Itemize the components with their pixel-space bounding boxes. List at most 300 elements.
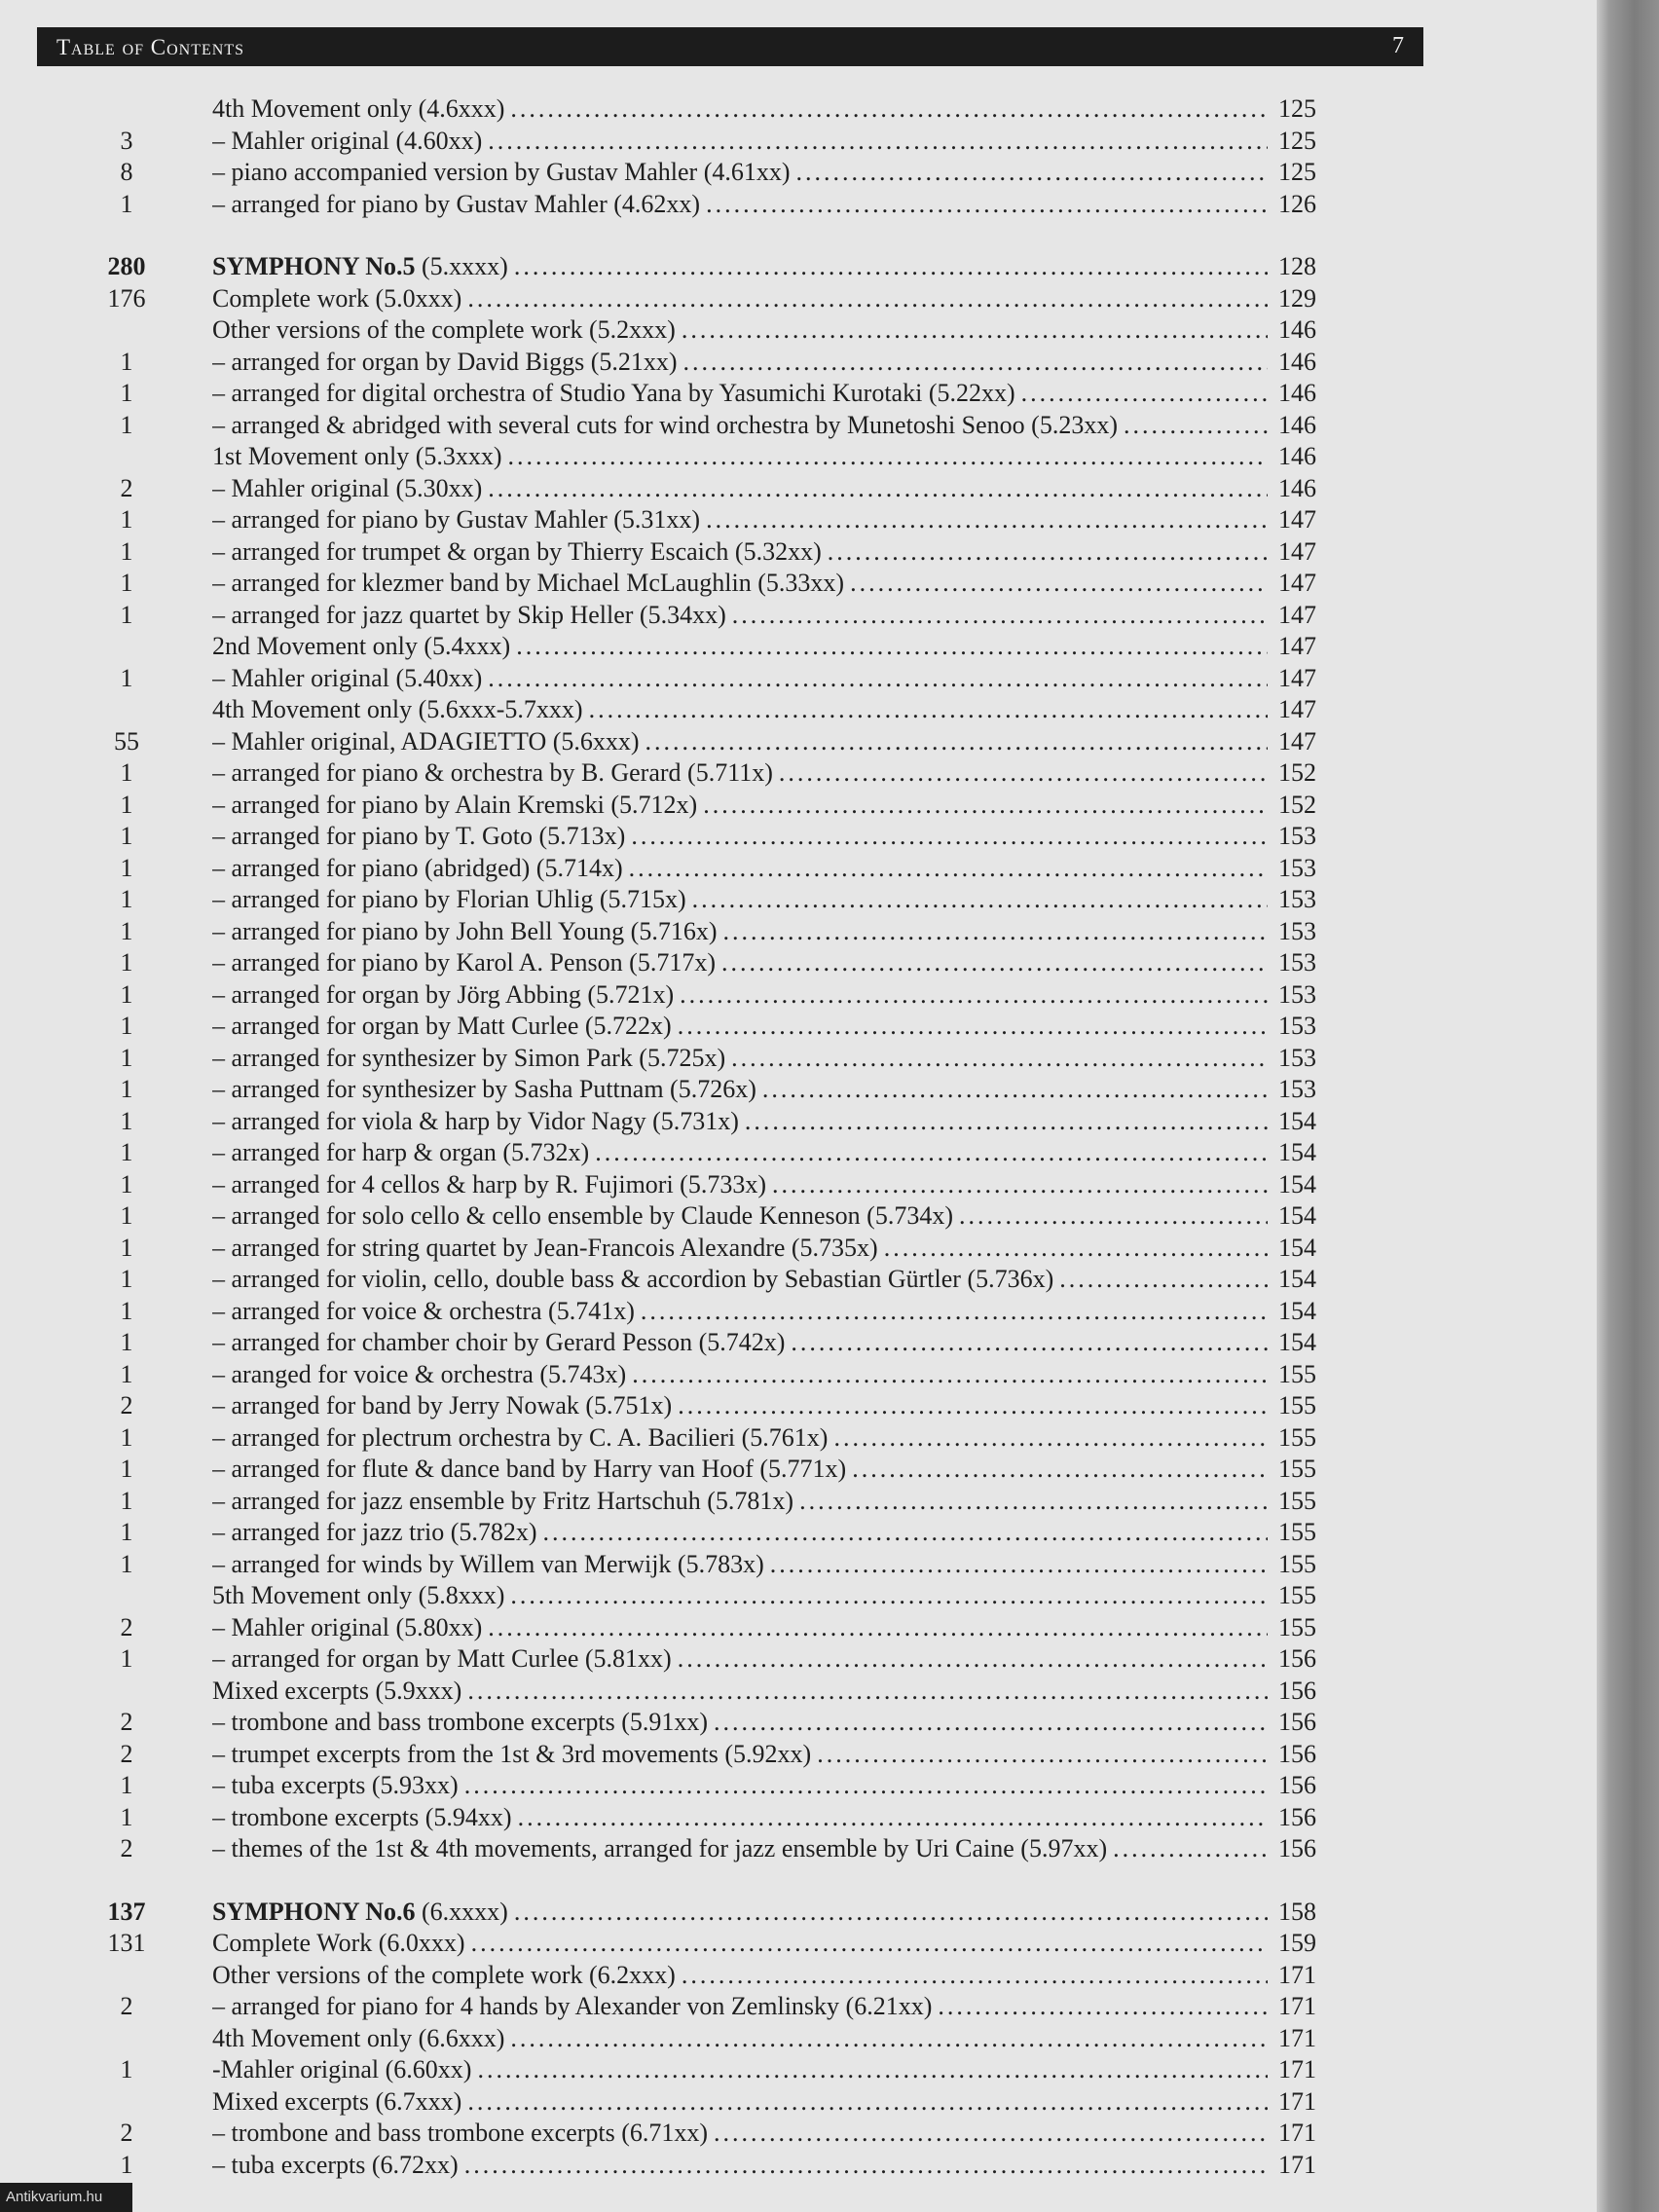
toc-entry bbox=[212, 1011, 1312, 1043]
dot-leader bbox=[583, 694, 1312, 726]
entry-page-number: 155 bbox=[1268, 1359, 1316, 1391]
dot-leader bbox=[640, 726, 1312, 758]
entry-label: – arranged for jazz trio (5.782x) bbox=[212, 1518, 537, 1546]
toc-entry bbox=[212, 1960, 1312, 1992]
dot-leader bbox=[716, 947, 1312, 979]
recording-count: 1 bbox=[120, 1802, 133, 1831]
recording-count: 1 bbox=[120, 1422, 133, 1452]
dot-leader bbox=[502, 441, 1312, 473]
entry-page-number: 153 bbox=[1268, 1043, 1316, 1075]
entry-page-number: 171 bbox=[1268, 2054, 1316, 2086]
dot-leader bbox=[465, 1928, 1312, 1960]
entry-label: – trombone excerpts (5.94xx) bbox=[212, 1802, 512, 1831]
entry-label: – Mahler original (5.40xx) bbox=[212, 663, 483, 692]
dot-leader bbox=[953, 1200, 1312, 1233]
dot-leader bbox=[822, 536, 1312, 569]
entry-page-number: 156 bbox=[1268, 1676, 1316, 1708]
entry-page-number: 146 bbox=[1268, 410, 1316, 442]
recording-count: 1 bbox=[120, 1138, 133, 1166]
entry-label: – arranged for synthesizer by Sasha Puttnam (5.726x) bbox=[212, 1075, 756, 1103]
dot-leader bbox=[791, 157, 1312, 189]
recording-count: 2 bbox=[120, 1739, 133, 1768]
dot-leader bbox=[708, 1707, 1312, 1739]
recording-count: 1 bbox=[120, 758, 133, 787]
entry-page-number: 155 bbox=[1268, 1454, 1316, 1486]
entry-page-number: 153 bbox=[1268, 947, 1316, 979]
toc-row bbox=[0, 1296, 1597, 1328]
toc-row bbox=[0, 410, 1597, 442]
entry-label: SYMPHONY No.6 bbox=[212, 1897, 416, 1926]
toc-row bbox=[0, 1137, 1597, 1169]
entry-label: – Mahler original (4.60xx) bbox=[212, 126, 483, 155]
dot-leader bbox=[623, 853, 1312, 885]
toc-entry bbox=[212, 1517, 1312, 1549]
toc-row bbox=[0, 1327, 1597, 1359]
dot-leader bbox=[708, 2118, 1312, 2150]
dot-leader bbox=[504, 2023, 1312, 2055]
entry-page-number: 171 bbox=[1268, 1960, 1316, 1992]
entry-page-number: 147 bbox=[1268, 694, 1316, 726]
toc-row bbox=[0, 1454, 1597, 1486]
entry-page-number: 147 bbox=[1268, 600, 1316, 632]
recording-count: 1 bbox=[120, 1328, 133, 1356]
entry-label: – arranged for piano by Alain Kremski (5.712x) bbox=[212, 790, 698, 819]
toc-row bbox=[0, 726, 1597, 758]
page-header bbox=[37, 27, 1423, 66]
toc-entry bbox=[212, 821, 1312, 853]
entry-page-number: 147 bbox=[1268, 663, 1316, 695]
toc-row bbox=[0, 1486, 1597, 1518]
entry-label: – arranged for organ by Matt Curlee (5.722x) bbox=[212, 1012, 672, 1040]
entry-label: – arranged for piano (abridged) (5.714x) bbox=[212, 853, 623, 882]
dot-leader bbox=[676, 314, 1312, 347]
recording-count: 1 bbox=[120, 663, 133, 692]
toc-entry bbox=[212, 93, 1312, 126]
toc-entry bbox=[212, 1833, 1312, 1865]
toc-entry bbox=[212, 916, 1312, 948]
toc-entry bbox=[212, 1454, 1312, 1486]
entry-code: (6.xxxx) bbox=[415, 1897, 508, 1926]
dot-leader bbox=[537, 1517, 1312, 1549]
toc-entry bbox=[212, 1770, 1312, 1802]
recording-count: 8 bbox=[120, 158, 133, 186]
recording-count: 2 bbox=[120, 1391, 133, 1419]
toc-row bbox=[0, 1264, 1597, 1296]
entry-page-number: 171 bbox=[1268, 2086, 1316, 2119]
toc-entry bbox=[212, 1200, 1312, 1233]
entry-label: – arranged for voice & orchestra (5.741x) bbox=[212, 1296, 635, 1325]
dot-leader bbox=[508, 251, 1312, 283]
entry-label: – tuba excerpts (6.72xx) bbox=[212, 2150, 459, 2179]
toc-entry bbox=[212, 979, 1312, 1012]
header-title: Table of Contents bbox=[56, 35, 244, 59]
recording-count: 1 bbox=[120, 347, 133, 376]
toc-entry bbox=[212, 126, 1312, 158]
toc-row bbox=[0, 2150, 1597, 2182]
toc-row bbox=[0, 853, 1597, 885]
toc-entry bbox=[212, 2118, 1312, 2150]
entry-label: – tuba excerpts (5.93xx) bbox=[212, 1771, 459, 1799]
toc-row bbox=[0, 1643, 1597, 1676]
table-of-contents bbox=[0, 93, 1597, 2181]
entry-page-number: 153 bbox=[1268, 1011, 1316, 1043]
recording-count: 2 bbox=[120, 1992, 133, 2020]
recording-count: 1 bbox=[120, 505, 133, 534]
toc-row bbox=[0, 1833, 1597, 1865]
toc-entry bbox=[212, 1549, 1312, 1581]
entry-page-number: 156 bbox=[1268, 1802, 1316, 1834]
entry-code: (5.xxxx) bbox=[415, 252, 508, 280]
toc-entry bbox=[212, 378, 1312, 410]
toc-entry bbox=[212, 568, 1312, 600]
toc-row bbox=[0, 1802, 1597, 1834]
dot-leader bbox=[739, 1106, 1312, 1138]
recording-count: 1 bbox=[120, 536, 133, 566]
toc-entry bbox=[212, 726, 1312, 758]
dot-leader bbox=[459, 1770, 1312, 1802]
entry-label: – Mahler original (5.30xx) bbox=[212, 473, 483, 502]
entry-label: – Mahler original (5.80xx) bbox=[212, 1612, 483, 1641]
recording-count: 176 bbox=[107, 283, 146, 313]
dot-leader bbox=[672, 1011, 1312, 1043]
dot-leader bbox=[846, 1454, 1312, 1486]
toc-section-row bbox=[0, 1897, 1597, 1929]
entry-page-number: 154 bbox=[1268, 1200, 1316, 1233]
toc-entry bbox=[212, 2086, 1312, 2119]
toc-row bbox=[0, 979, 1597, 1012]
toc-entry bbox=[212, 441, 1312, 473]
entry-label: – arranged for flute & dance band by Harry van Hoof (5.771x) bbox=[212, 1455, 847, 1483]
recording-count: 1 bbox=[120, 1518, 133, 1546]
entry-label: Other versions of the complete work (6.2xxx) bbox=[212, 1960, 676, 1989]
entry-page-number: 155 bbox=[1268, 1612, 1316, 1644]
toc-section-row bbox=[0, 251, 1597, 283]
dot-leader bbox=[461, 2086, 1312, 2119]
entry-page-number: 154 bbox=[1268, 1264, 1316, 1296]
entry-label: – arranged for jazz quartet by Skip Heller (5.34xx) bbox=[212, 600, 726, 629]
dot-leader bbox=[482, 473, 1312, 505]
toc-entry bbox=[212, 884, 1312, 916]
recording-count: 55 bbox=[114, 726, 139, 756]
dot-leader bbox=[482, 663, 1312, 695]
recording-count: 1 bbox=[120, 948, 133, 977]
dot-leader bbox=[672, 1643, 1312, 1676]
toc-row bbox=[0, 947, 1597, 979]
toc-entry bbox=[212, 853, 1312, 885]
entry-page-number: 154 bbox=[1268, 1233, 1316, 1265]
toc-row bbox=[0, 568, 1597, 600]
entry-page-number: 171 bbox=[1268, 1991, 1316, 2023]
entry-page-number: 147 bbox=[1268, 631, 1316, 663]
toc-entry bbox=[212, 631, 1312, 663]
entry-page-number: 153 bbox=[1268, 916, 1316, 948]
entry-label: – trumpet excerpts from the 1st & 3rd movements (5.92xx) bbox=[212, 1739, 812, 1768]
entry-page-number: 159 bbox=[1268, 1928, 1316, 1960]
entry-label: – arranged for piano & orchestra by B. Gerard (5.711x) bbox=[212, 758, 773, 787]
dot-leader bbox=[482, 1612, 1312, 1644]
entry-page-number: 155 bbox=[1268, 1422, 1316, 1455]
entry-label: – arranged for klezmer band by Michael McLaughlin (5.33xx) bbox=[212, 569, 845, 597]
entry-label: – arranged for trumpet & organ by Thierry Escaich (5.32xx) bbox=[212, 536, 822, 566]
toc-row bbox=[0, 1011, 1597, 1043]
toc-entry bbox=[212, 1612, 1312, 1644]
entry-page-number: 147 bbox=[1268, 568, 1316, 600]
toc-row bbox=[0, 600, 1597, 632]
entry-label: – arranged for jazz ensemble by Fritz Hartschuh (5.781x) bbox=[212, 1486, 794, 1515]
dot-leader bbox=[785, 1327, 1312, 1359]
toc-row bbox=[0, 189, 1597, 221]
entry-label: Other versions of the complete work (5.2xxx) bbox=[212, 315, 676, 344]
recording-count: 1 bbox=[120, 1359, 133, 1388]
entry-page-number: 129 bbox=[1268, 283, 1316, 315]
entry-label: SYMPHONY No.5 bbox=[212, 252, 416, 280]
toc-entry bbox=[212, 410, 1312, 442]
toc-entry bbox=[212, 347, 1312, 379]
dot-leader bbox=[625, 821, 1312, 853]
entry-label: 4th Movement only (4.6xxx) bbox=[212, 94, 505, 123]
toc-entry bbox=[212, 1106, 1312, 1138]
recording-count: 280 bbox=[107, 252, 146, 280]
recording-count: 1 bbox=[120, 600, 133, 629]
recording-count: 1 bbox=[120, 1265, 133, 1293]
recording-count: 1 bbox=[120, 1549, 133, 1578]
entry-page-number: 156 bbox=[1268, 1770, 1316, 1802]
entry-label: – arranged for band by Jerry Nowak (5.751x) bbox=[212, 1391, 673, 1419]
toc-entry bbox=[212, 1359, 1312, 1391]
toc-row bbox=[0, 790, 1597, 822]
dot-leader bbox=[773, 757, 1312, 790]
entry-page-number: 153 bbox=[1268, 979, 1316, 1012]
dot-leader bbox=[764, 1549, 1312, 1581]
entry-label: 1st Movement only (5.3xxx) bbox=[212, 442, 502, 470]
entry-page-number: 154 bbox=[1268, 1296, 1316, 1328]
entry-page-number: 153 bbox=[1268, 1074, 1316, 1106]
entry-label: Mixed excerpts (5.9xxx) bbox=[212, 1676, 462, 1705]
recording-count: 1 bbox=[120, 1455, 133, 1483]
recording-count: 1 bbox=[120, 1296, 133, 1325]
dot-leader bbox=[766, 1169, 1312, 1201]
dot-leader bbox=[504, 1580, 1312, 1612]
toc-row bbox=[0, 1517, 1597, 1549]
recording-count: 1 bbox=[120, 1075, 133, 1103]
toc-entry bbox=[212, 251, 1312, 283]
dot-leader bbox=[700, 189, 1312, 221]
page-edge bbox=[1597, 0, 1659, 2212]
toc-entry bbox=[212, 157, 1312, 189]
toc-row bbox=[0, 1770, 1597, 1802]
entry-label: – arranged for harp & organ (5.732x) bbox=[212, 1138, 590, 1166]
entry-page-number: 155 bbox=[1268, 1580, 1316, 1612]
dot-leader bbox=[508, 1897, 1312, 1929]
entry-label: 5th Movement only (5.8xxx) bbox=[212, 1581, 505, 1609]
entry-label: – arranged for string quartet by Jean-Francois Alexandre (5.735x) bbox=[212, 1233, 878, 1262]
entry-page-number: 171 bbox=[1268, 2023, 1316, 2055]
entry-label: Mixed excerpts (6.7xxx) bbox=[212, 2086, 462, 2116]
toc-entry bbox=[212, 663, 1312, 695]
toc-row bbox=[0, 1169, 1597, 1201]
toc-row bbox=[0, 2086, 1597, 2119]
toc-row bbox=[0, 2118, 1597, 2150]
dot-leader bbox=[482, 126, 1312, 158]
entry-label: – piano accompanied version by Gustav Mahler (4.61xx) bbox=[212, 158, 791, 186]
dot-leader bbox=[510, 631, 1312, 663]
toc-entry bbox=[212, 283, 1312, 315]
recording-count: 1 bbox=[120, 790, 133, 819]
dot-leader bbox=[697, 790, 1312, 822]
recording-count: 1 bbox=[120, 1169, 133, 1198]
entry-page-number: 154 bbox=[1268, 1169, 1316, 1201]
toc-row bbox=[0, 1707, 1597, 1739]
toc-row bbox=[0, 2023, 1597, 2055]
entry-page-number: 156 bbox=[1268, 1707, 1316, 1739]
recording-count: 1 bbox=[120, 379, 133, 407]
toc-entry bbox=[212, 1739, 1312, 1771]
entry-label: 4th Movement only (6.6xxx) bbox=[212, 2023, 505, 2052]
entry-label: – trombone and bass trombone excerpts (5.91xx) bbox=[212, 1708, 709, 1736]
entry-label: – trombone and bass trombone excerpts (6.71xx) bbox=[212, 2119, 709, 2147]
entry-page-number: 125 bbox=[1268, 157, 1316, 189]
dot-leader bbox=[932, 1991, 1312, 2023]
entry-page-number: 153 bbox=[1268, 853, 1316, 885]
recording-count: 1 bbox=[120, 1201, 133, 1230]
recording-count: 2 bbox=[120, 2119, 133, 2147]
dot-leader bbox=[635, 1296, 1312, 1328]
toc-entry bbox=[212, 1486, 1312, 1518]
recording-count: 1 bbox=[120, 2150, 133, 2179]
dot-leader bbox=[700, 504, 1312, 536]
toc-row bbox=[0, 2054, 1597, 2086]
recording-count: 131 bbox=[107, 1929, 146, 1957]
toc-row bbox=[0, 884, 1597, 916]
toc-entry bbox=[212, 2054, 1312, 2086]
recording-count: 1 bbox=[120, 2055, 133, 2083]
entry-label: – arranged for 4 cellos & harp by R. Fujimori (5.733x) bbox=[212, 1169, 766, 1198]
dot-leader bbox=[461, 283, 1312, 315]
toc-row bbox=[0, 1359, 1597, 1391]
entry-page-number: 125 bbox=[1268, 93, 1316, 126]
entry-label: – arranged for viola & harp by Vidor Nagy (5.731x) bbox=[212, 1106, 739, 1135]
recording-count: 3 bbox=[120, 126, 133, 155]
toc-row bbox=[0, 441, 1597, 473]
entry-page-number: 146 bbox=[1268, 347, 1316, 379]
toc-row bbox=[0, 126, 1597, 158]
entry-label: – aranged for voice & orchestra (5.743x) bbox=[212, 1359, 627, 1388]
entry-label: – arranged for piano for 4 hands by Alexander von Zemlinsky (6.21xx) bbox=[212, 1992, 933, 2020]
recording-count: 1 bbox=[120, 1106, 133, 1135]
entry-page-number: 171 bbox=[1268, 2150, 1316, 2182]
dot-leader bbox=[461, 1676, 1312, 1708]
entry-page-number: 158 bbox=[1268, 1897, 1316, 1929]
entry-label: – arranged for plectrum orchestra by C. A. Bacilieri (5.761x) bbox=[212, 1422, 829, 1452]
dot-leader bbox=[828, 1422, 1312, 1455]
dot-leader bbox=[504, 93, 1312, 126]
toc-entry bbox=[212, 1327, 1312, 1359]
toc-entry bbox=[212, 504, 1312, 536]
entry-page-number: 152 bbox=[1268, 790, 1316, 822]
toc-row bbox=[0, 916, 1597, 948]
dot-leader bbox=[676, 1960, 1312, 1992]
toc-row bbox=[0, 1422, 1597, 1455]
entry-page-number: 156 bbox=[1268, 1833, 1316, 1865]
entry-label: – arranged for solo cello & cello ensemble by Claude Kenneson (5.734x) bbox=[212, 1201, 953, 1230]
toc-row bbox=[0, 1991, 1597, 2023]
entry-label: – Mahler original, ADAGIETTO (5.6xxx) bbox=[212, 726, 640, 756]
toc-entry bbox=[212, 1643, 1312, 1676]
dot-leader bbox=[726, 600, 1312, 632]
toc-entry bbox=[212, 757, 1312, 790]
toc-entry bbox=[212, 947, 1312, 979]
entry-page-number: 152 bbox=[1268, 757, 1316, 790]
recording-count: 2 bbox=[120, 1612, 133, 1641]
entry-page-number: 147 bbox=[1268, 726, 1316, 758]
toc-row bbox=[0, 1233, 1597, 1265]
entry-label: 4th Movement only (5.6xxx-5.7xxx) bbox=[212, 695, 583, 723]
toc-row bbox=[0, 1549, 1597, 1581]
entry-label: – arranged for organ by Jörg Abbing (5.721x) bbox=[212, 979, 675, 1009]
recording-count: 1 bbox=[120, 916, 133, 945]
dot-leader bbox=[793, 1486, 1312, 1518]
toc-entry bbox=[212, 1802, 1312, 1834]
entry-page-number: 171 bbox=[1268, 2118, 1316, 2150]
recording-count: 1 bbox=[120, 979, 133, 1009]
entry-page-number: 146 bbox=[1268, 378, 1316, 410]
entry-page-number: 154 bbox=[1268, 1106, 1316, 1138]
entry-label: Complete Work (6.0xxx) bbox=[212, 1929, 465, 1957]
toc-row bbox=[0, 1200, 1597, 1233]
recording-count: 1 bbox=[120, 1644, 133, 1673]
entry-label: – themes of the 1st & 4th movements, arranged for jazz ensemble by Uri Caine (5.97xx) bbox=[212, 1834, 1108, 1862]
toc-row bbox=[0, 631, 1597, 663]
dot-leader bbox=[512, 1802, 1312, 1834]
toc-entry bbox=[212, 1233, 1312, 1265]
entry-label: – arranged for piano by John Bell Young (5.716x) bbox=[212, 916, 718, 945]
entry-page-number: 154 bbox=[1268, 1137, 1316, 1169]
entry-page-number: 154 bbox=[1268, 1327, 1316, 1359]
recording-count: 1 bbox=[120, 822, 133, 850]
toc-row bbox=[0, 157, 1597, 189]
toc-entry bbox=[212, 1897, 1312, 1929]
toc-row bbox=[0, 1580, 1597, 1612]
toc-entry bbox=[212, 600, 1312, 632]
entry-page-number: 153 bbox=[1268, 821, 1316, 853]
recording-count: 1 bbox=[120, 189, 133, 218]
page-number: 7 bbox=[1392, 33, 1404, 58]
toc-entry bbox=[212, 1296, 1312, 1328]
entry-label: – arranged for winds by Willem van Merwijk (5.783x) bbox=[212, 1549, 764, 1578]
toc-entry bbox=[212, 1169, 1312, 1201]
toc-row bbox=[0, 1106, 1597, 1138]
recording-count: 2 bbox=[120, 1834, 133, 1862]
recording-count: 1 bbox=[120, 569, 133, 597]
entry-label: – arranged for organ by David Biggs (5.21xx) bbox=[212, 347, 678, 376]
recording-count: 2 bbox=[120, 1708, 133, 1736]
toc-entry bbox=[212, 1676, 1312, 1708]
entry-page-number: 146 bbox=[1268, 441, 1316, 473]
toc-entry bbox=[212, 1074, 1312, 1106]
toc-row bbox=[0, 663, 1597, 695]
entry-label: Complete work (5.0xxx) bbox=[212, 283, 462, 313]
toc-row bbox=[0, 93, 1597, 126]
toc-row bbox=[0, 1074, 1597, 1106]
entry-label: -Mahler original (6.60xx) bbox=[212, 2055, 472, 2083]
recording-count: 1 bbox=[120, 1771, 133, 1799]
entry-page-number: 147 bbox=[1268, 504, 1316, 536]
entry-page-number: 156 bbox=[1268, 1643, 1316, 1676]
recording-count: 2 bbox=[120, 473, 133, 502]
dot-leader bbox=[672, 1390, 1312, 1422]
dot-leader bbox=[678, 347, 1312, 379]
entry-page-number: 155 bbox=[1268, 1549, 1316, 1581]
